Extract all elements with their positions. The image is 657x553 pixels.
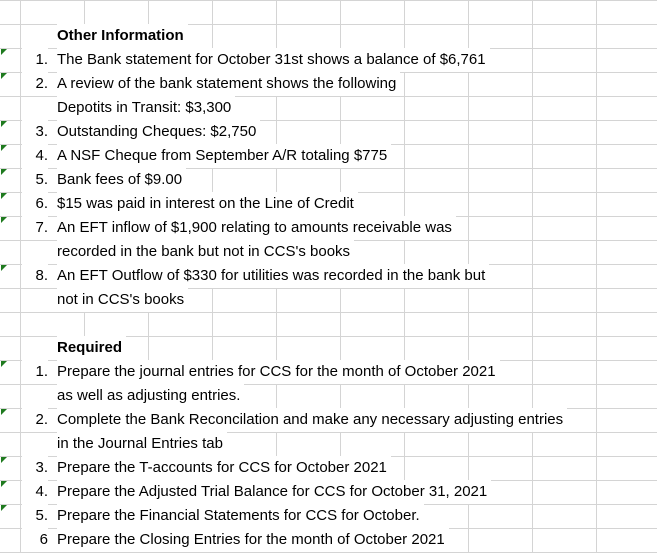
list-item[interactable] <box>0 504 657 528</box>
item-number: 3. <box>22 120 48 144</box>
item-text: An EFT inflow of $1,900 relating to amounts receivable was <box>57 216 456 240</box>
item-number: 7. <box>22 216 48 240</box>
error-indicator-icon[interactable] <box>1 73 7 79</box>
item-text: recorded in the bank but not in CCS's books <box>57 240 354 264</box>
list-item[interactable] <box>0 168 657 192</box>
error-indicator-icon[interactable] <box>1 361 7 367</box>
error-indicator-icon[interactable] <box>1 265 7 271</box>
item-number: 6 <box>22 528 48 552</box>
error-indicator-icon[interactable] <box>1 409 7 415</box>
item-number: 2. <box>22 72 48 96</box>
item-number: 1. <box>22 48 48 72</box>
error-indicator-icon[interactable] <box>1 457 7 463</box>
list-item[interactable] <box>0 120 657 144</box>
item-text: not in CCS's books <box>57 288 188 312</box>
required-heading: Required <box>57 336 126 360</box>
other-information-heading: Other Information <box>57 24 188 48</box>
list-item[interactable] <box>0 528 657 552</box>
item-number: 8. <box>22 264 48 288</box>
item-text: as well as adjusting entries. <box>57 384 244 408</box>
item-text: Complete the Bank Reconcilation and make any necessary adjusting entries <box>57 408 567 432</box>
list-item[interactable] <box>0 432 657 456</box>
item-text: Prepare the Financial Statements for CCS for October. <box>57 504 424 528</box>
list-item[interactable] <box>0 192 657 216</box>
item-text: Prepare the Adjusted Trial Balance for CCS for October 31, 2021 <box>57 480 491 504</box>
error-indicator-icon[interactable] <box>1 481 7 487</box>
item-text: Depotits in Transit: $3,300 <box>57 96 235 120</box>
item-text: Prepare the T-accounts for CCS for October 2021 <box>57 456 391 480</box>
list-item[interactable] <box>0 96 657 120</box>
list-item[interactable] <box>0 48 657 72</box>
list-item[interactable] <box>0 456 657 480</box>
item-text: Bank fees of $9.00 <box>57 168 186 192</box>
heading-row[interactable] <box>0 336 657 360</box>
error-indicator-icon[interactable] <box>1 145 7 151</box>
item-number: 2. <box>22 408 48 432</box>
item-text: Prepare the journal entries for CCS for the month of October 2021 <box>57 360 500 384</box>
error-indicator-icon[interactable] <box>1 49 7 55</box>
item-text: A NSF Cheque from September A/R totaling $775 <box>57 144 391 168</box>
error-indicator-icon[interactable] <box>1 505 7 511</box>
error-indicator-icon[interactable] <box>1 217 7 223</box>
item-text: Outstanding Cheques: $2,750 <box>57 120 260 144</box>
error-indicator-icon[interactable] <box>1 169 7 175</box>
list-item[interactable] <box>0 72 657 96</box>
item-number: 4. <box>22 144 48 168</box>
item-number: 3. <box>22 456 48 480</box>
list-item[interactable] <box>0 288 657 312</box>
list-item[interactable] <box>0 264 657 288</box>
list-item[interactable] <box>0 360 657 384</box>
list-item[interactable] <box>0 144 657 168</box>
list-item[interactable] <box>0 408 657 432</box>
error-indicator-icon[interactable] <box>1 193 7 199</box>
item-text: An EFT Outflow of $330 for utilities was recorded in the bank but <box>57 264 489 288</box>
list-item[interactable] <box>0 240 657 264</box>
list-item[interactable] <box>0 216 657 240</box>
item-text: Prepare the Closing Entries for the month of October 2021 <box>57 528 449 552</box>
item-number: 4. <box>22 480 48 504</box>
list-item[interactable] <box>0 480 657 504</box>
item-number: 6. <box>22 192 48 216</box>
item-text: $15 was paid in interest on the Line of Credit <box>57 192 358 216</box>
item-number: 5. <box>22 168 48 192</box>
error-indicator-icon[interactable] <box>1 121 7 127</box>
item-text: A review of the bank statement shows the following <box>57 72 400 96</box>
item-text: in the Journal Entries tab <box>57 432 227 456</box>
item-number: 1. <box>22 360 48 384</box>
heading-row[interactable] <box>0 24 657 48</box>
item-number: 5. <box>22 504 48 528</box>
item-text: The Bank statement for October 31st shows a balance of $6,761 <box>57 48 490 72</box>
list-item[interactable] <box>0 384 657 408</box>
